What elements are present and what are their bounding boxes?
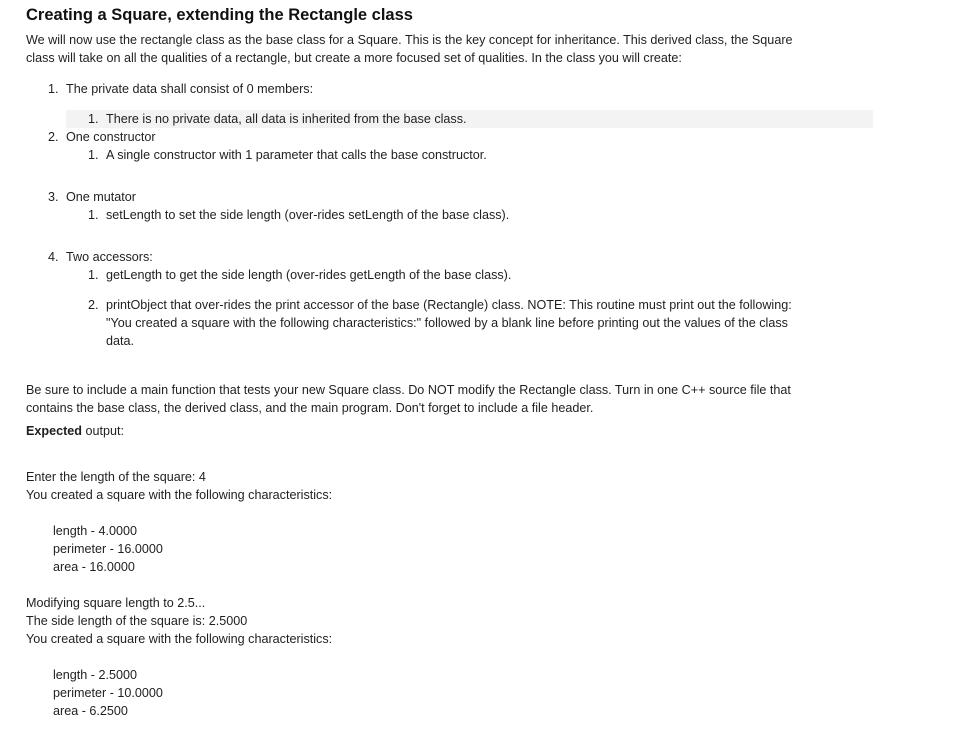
- sub-number: 1.: [88, 268, 99, 282]
- sub-number: 1.: [88, 148, 99, 162]
- sub-number: 2.: [88, 298, 99, 312]
- sub-text: setLength to set the side length (over-rides setLength of the base class).: [106, 208, 510, 222]
- output-area-2: area - 6.2500: [53, 704, 128, 718]
- expected-bold: Expected: [26, 424, 82, 438]
- sub-item-4-2-line-2: "You created a square with the following characteristics:" followed by a blank line before printing out the values of the class: [106, 316, 788, 330]
- list-label: One mutator: [66, 190, 136, 204]
- list-label: Two accessors:: [66, 250, 153, 264]
- closing-line-1: Be sure to include a main function that tests your new Square class. Do NOT modify the Rectangle class. Turn in one C++ source file that: [26, 383, 791, 397]
- output-created-2: You created a square with the following characteristics:: [26, 632, 333, 646]
- sub-item-4-1: [88, 266, 511, 284]
- list-item-2: [48, 128, 156, 146]
- sub-item-1-1: [88, 110, 467, 128]
- sub-item-4-2: [88, 296, 792, 314]
- expected-output-label: [26, 422, 124, 440]
- list-label: One constructor: [66, 130, 156, 144]
- sub-item-4-2-line-3: data.: [106, 334, 135, 348]
- sub-text: There is no private data, all data is inherited from the base class.: [106, 112, 467, 126]
- sub-number: 1.: [88, 208, 99, 222]
- output-area-1: area - 16.0000: [53, 560, 135, 574]
- intro-line-2: class will take on all the qualities of a rectangle, but create a more focused set of qualities. In the class you will create:: [26, 51, 682, 65]
- output-length-1: length - 4.0000: [53, 524, 138, 538]
- output-perimeter-1: perimeter - 16.0000: [53, 542, 163, 556]
- list-number: 2.: [48, 130, 59, 144]
- sub-text: A single constructor with 1 parameter that calls the base constructor.: [106, 148, 487, 162]
- sub-number: 1.: [88, 112, 99, 126]
- output-created-1: You created a square with the following characteristics:: [26, 488, 333, 502]
- list-item-3: [48, 188, 136, 206]
- sub-text: getLength to get the side length (over-rides getLength of the base class).: [106, 268, 512, 282]
- list-number: 3.: [48, 190, 59, 204]
- output-perimeter-2: perimeter - 10.0000: [53, 686, 163, 700]
- sub-item-3-1: [88, 206, 509, 224]
- expected-rest: output:: [82, 424, 125, 438]
- sub-text-line-1: printObject that over-rides the print accessor of the base (Rectangle) class. NOTE: This routine must print out the following:: [106, 298, 792, 312]
- output-modifying: Modifying square length to 2.5...: [26, 596, 206, 610]
- output-prompt: Enter the length of the square: 4: [26, 470, 206, 484]
- output-side-length: The side length of the square is: 2.5000: [26, 614, 248, 628]
- page-title: Creating a Square, extending the Rectangle class: [26, 6, 413, 24]
- list-item-1: [48, 80, 313, 98]
- list-number: 1.: [48, 82, 59, 96]
- intro-line-1: We will now use the rectangle class as the base class for a Square. This is the key concept for inheritance. This derived class, the Square: [26, 33, 793, 47]
- closing-line-2: contains the base class, the derived class, and the main program. Don't forget to include a file header.: [26, 401, 594, 415]
- sub-item-2-1: [88, 146, 487, 164]
- list-item-4: [48, 248, 153, 266]
- output-length-2: length - 2.5000: [53, 668, 138, 682]
- list-number: 4.: [48, 250, 59, 264]
- list-label: The private data shall consist of 0 members:: [66, 82, 314, 96]
